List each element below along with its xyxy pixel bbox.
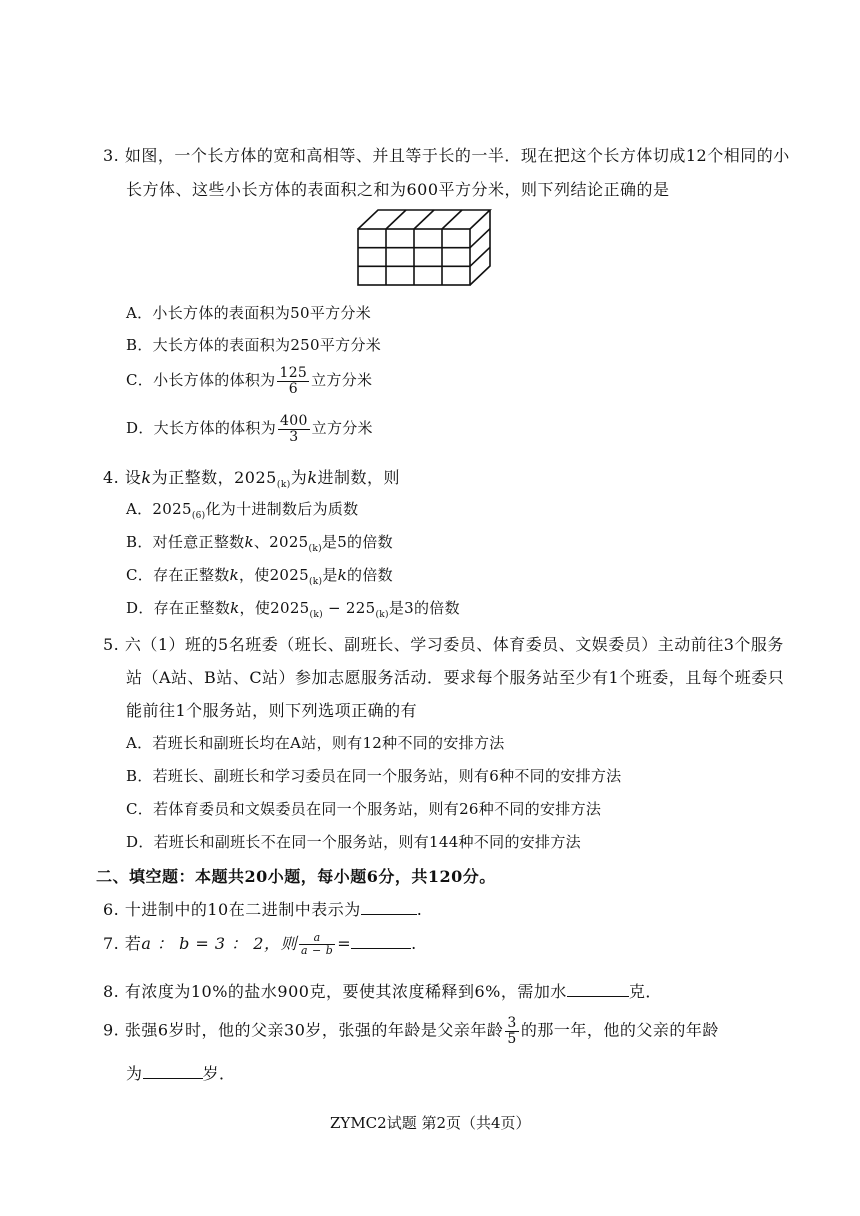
q9-stem: 张强6岁时，他的父亲30岁，张强的年龄是父亲年龄	[124, 1020, 504, 1040]
q4-option-c-text: 的倍数	[347, 566, 393, 584]
q8-end: 克．	[628, 982, 662, 1001]
cuboid-figure	[355, 207, 495, 289]
q3-option-d	[126, 414, 373, 444]
q8-number: 8.	[103, 982, 120, 1001]
q3-option-d-unit: 立方分米	[311, 419, 373, 438]
q5-option-d: D．若班长和副班长不在同一个服务站，则有144种不同的安排方法	[126, 833, 581, 851]
q7-answer-blank[interactable]	[351, 947, 411, 949]
q4-option-d-text: D．存在正整数	[126, 599, 231, 617]
q3-stem-line1: 如图，一个长方体的宽和高相等、并且等于长的一半．现在把这个长方体切成12个相同的小	[124, 146, 790, 165]
q4-stem-text: 为	[290, 468, 308, 487]
q7-number: 7.	[103, 934, 120, 953]
q9-end: 岁．	[202, 1064, 236, 1083]
q6-stem: 十进制中的10在二进制中表示为	[124, 900, 361, 919]
q7	[103, 931, 417, 957]
q7-fraction	[299, 932, 335, 956]
q7-ratio: a ： b = 3 ： 2，则	[141, 934, 297, 953]
q3-number: 3.	[103, 146, 120, 165]
q3-option-a: A．小长方体的表面积为50平方分米	[126, 304, 372, 322]
q4-option-d-text: 是3的倍数	[388, 599, 460, 617]
q5-line2: 站（A站、B站、C站）参加志愿服务活动．要求每个服务站至少有1个班委，且每个班委只	[126, 668, 785, 687]
q4-stem-text: 为正整数，2025	[151, 468, 277, 487]
fraction-numerator: 125	[279, 365, 308, 381]
q6-answer-blank[interactable]	[361, 913, 417, 915]
q4-option-a-text: 化为十进制数后为质数	[205, 500, 359, 518]
q4-option-c-text: ，使2025	[238, 566, 309, 584]
q4-option-a-text: A．2025	[126, 500, 192, 518]
q5-option-a: A．若班长和副班长均在A站，则有12种不同的安排方法	[126, 734, 505, 752]
fraction-denominator: a − b	[300, 944, 334, 957]
q7-equals: =	[337, 934, 352, 953]
fraction-numerator: 400	[280, 413, 308, 429]
var-k: k	[337, 566, 348, 584]
section-heading-fill-in: 二、填空题：本题共20小题，每小题6分，共120分。	[96, 867, 496, 886]
q8-stem: 有浓度为10%的盐水900克，要使其浓度稀释到6%，需加水	[124, 982, 567, 1001]
q5-stem-line1: 六（1）班的5名班委（班长、副班长、学习委员、体育委员、文娱委员）主动前往3个服务	[124, 635, 784, 654]
q9-stem: 为	[126, 1064, 143, 1083]
fraction-denominator: 5	[507, 1030, 517, 1047]
q4-option-c	[126, 564, 393, 587]
q5-line1	[103, 632, 784, 655]
q9-line2	[126, 1061, 236, 1084]
q6-end: .	[416, 900, 423, 919]
q4-option-b-text: B．对任意正整数	[126, 533, 245, 551]
q3-option-c-unit: 立方分米	[311, 371, 373, 390]
q3-line1	[103, 143, 790, 166]
q9-answer-blank[interactable]	[143, 1077, 203, 1079]
var-k: k	[141, 468, 152, 487]
q3-option-d-text: D．大长方体的体积为	[126, 419, 277, 438]
base-subscript: (k)	[375, 610, 389, 620]
q5-line3: 能前往1个服务站，则下列选项正确的有	[126, 701, 418, 720]
base-subscript: (k)	[276, 480, 291, 491]
fraction-numerator: a	[299, 932, 335, 945]
q7-end: .	[411, 934, 417, 953]
var-k: k	[229, 566, 239, 584]
q6	[103, 897, 422, 920]
q8	[103, 979, 662, 1002]
q4-stem-text: 进制数，则	[317, 468, 401, 487]
q4-option-c-text: C．存在正整数	[126, 566, 230, 584]
q3-option-c-fraction	[277, 366, 309, 396]
q4-option-d-text: ，使2025	[239, 599, 310, 617]
var-k: k	[230, 599, 240, 617]
q3-option-b: B．大长方体的表面积为250平方分米	[126, 336, 382, 354]
q5-option-b: B．若班长、副班长和学习委员在同一个服务站，则有6种不同的安排方法	[126, 767, 622, 785]
q5-number: 5.	[103, 635, 120, 654]
var-k: k	[244, 533, 254, 551]
q4-option-c-text: 是	[322, 566, 338, 584]
q3-option-c-text: C．小长方体的体积为	[126, 371, 276, 390]
base-subscript: (k)	[308, 544, 322, 554]
q9-fraction	[505, 1016, 518, 1046]
q4-number: 4.	[103, 468, 120, 487]
var-k: k	[307, 468, 318, 487]
q5-option-c: C．若体育委员和文娱委员在同一个服务站，则有26种不同的安排方法	[126, 800, 602, 818]
base-subscript: (k)	[309, 610, 323, 620]
q4-option-b-text: 、2025	[253, 533, 309, 551]
fraction-denominator: 6	[288, 380, 298, 397]
q4-option-d	[126, 597, 460, 620]
q4-stem-text: 设	[124, 468, 142, 487]
page-footer: ZYMC2试题 第2页（共4页）	[330, 1114, 531, 1132]
q4-option-b-text: 是5的倍数	[321, 533, 393, 551]
q3-option-d-fraction	[278, 414, 310, 444]
q4-option-a	[126, 498, 358, 521]
q6-number: 6.	[103, 900, 120, 919]
base-subscript: (6)	[191, 511, 206, 521]
q9-line1	[103, 1016, 719, 1046]
q4-option-b	[126, 531, 393, 554]
q8-answer-blank[interactable]	[567, 995, 629, 997]
q3-option-c	[126, 366, 372, 396]
q4-stem	[103, 465, 400, 490]
q9-stem: 的那一年，他的父亲的年龄	[520, 1020, 719, 1040]
fraction-denominator: 3	[289, 428, 299, 445]
q9-number: 9.	[103, 1020, 120, 1040]
base-subscript: (k)	[308, 577, 323, 587]
q7-stem: 若	[124, 934, 142, 953]
q4-option-d-text: − 225	[322, 599, 376, 617]
fraction-numerator: 3	[507, 1015, 517, 1031]
q3-line2: 长方体、这些小长方体的表面积之和为600平方分米，则下列结论正确的是	[126, 180, 670, 199]
